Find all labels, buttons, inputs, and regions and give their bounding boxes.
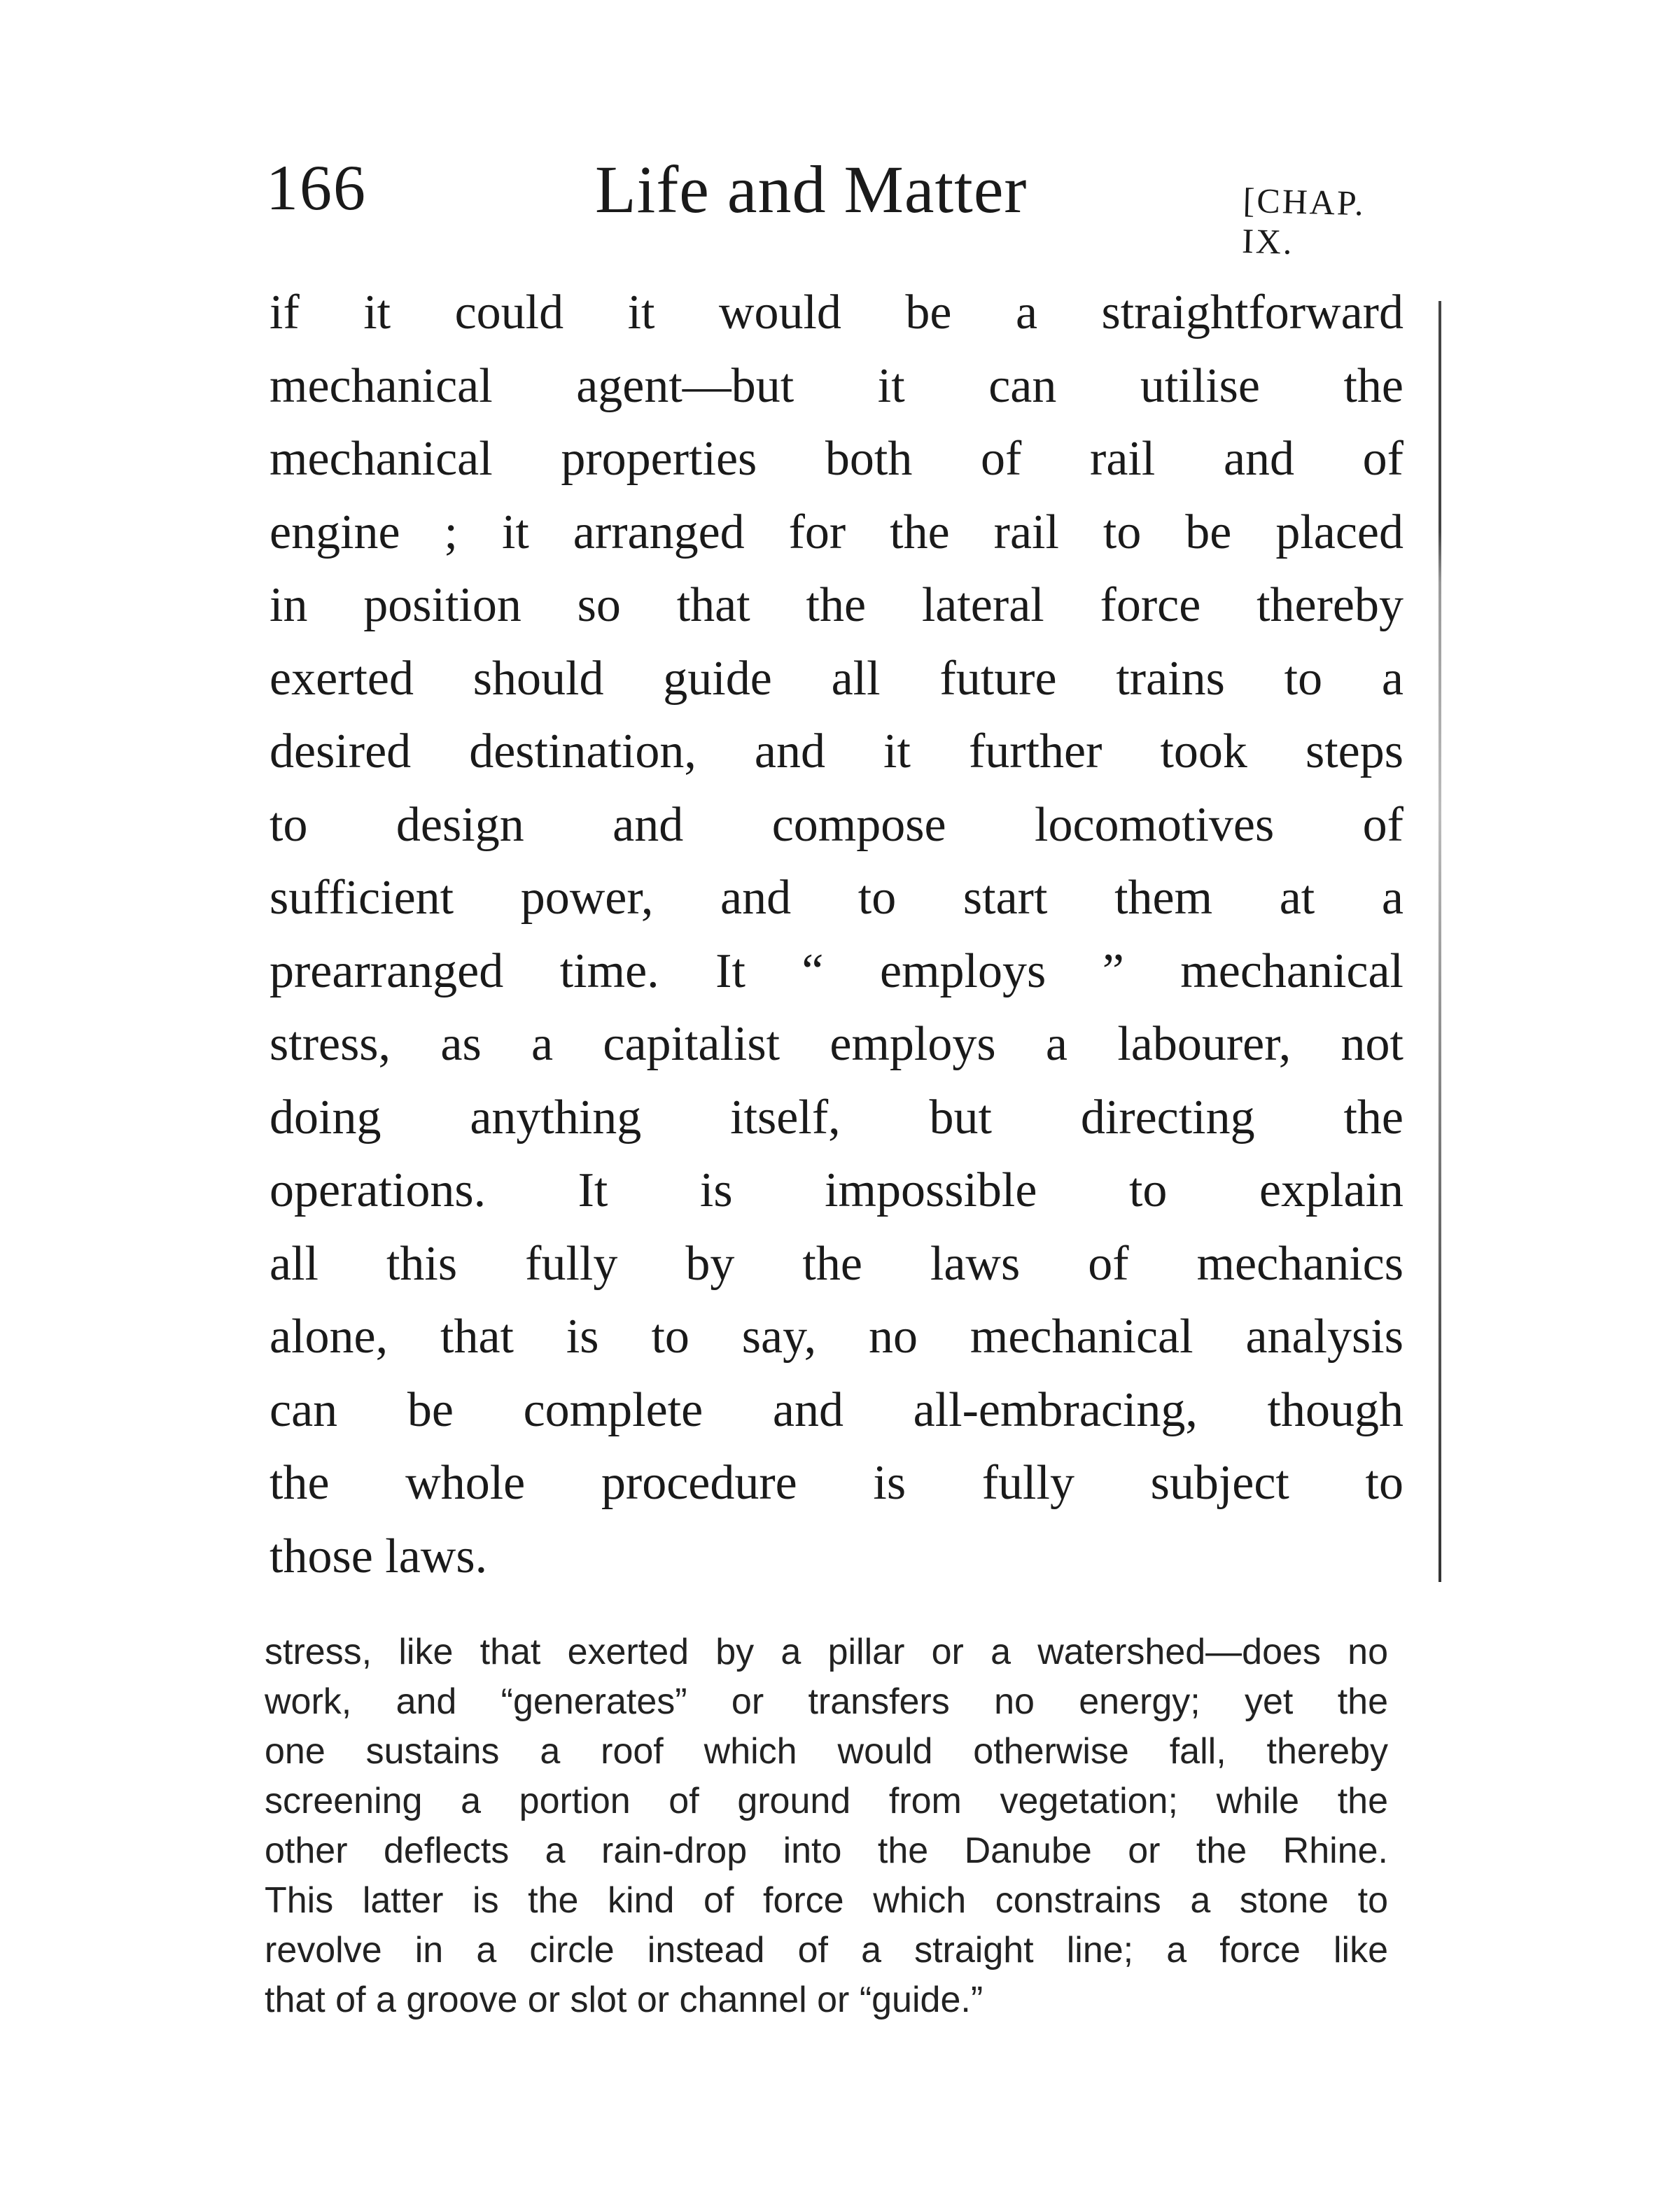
footnote-line: This latter is the kind of force which constrains a stone to [265,1880,1388,1921]
text-line: mechanical agent—but it can utilise the [270,358,1404,413]
page-header [266,150,1414,262]
text-line: exerted should guide all future trains to a [270,651,1404,706]
text-line: to design and compose locomotives of [270,797,1404,852]
footnote-line: one sustains a roof which would otherwise fall, thereby [265,1731,1388,1772]
text-line: if it could it would be a straightforward [270,286,1404,340]
footnote-line: screening a portion of ground from vegetation; while the [265,1781,1388,1821]
text-line: stress, as a capitalist employs a labourer, not [270,1017,1404,1071]
text-line: in position so that the lateral force thereby [270,578,1404,632]
text-line: prearranged time. It “ employs ” mechanical [270,944,1404,998]
footnote-line: work, and “generates” or transfers no energy; yet the [265,1681,1388,1722]
text-line: sufficient power, and to start them at a [270,871,1404,925]
text-line: all this fully by the laws of mechanics [270,1236,1404,1291]
chapter-reference: [CHAP. IX. [1241,180,1366,262]
text-line: the whole procedure is fully subject to [270,1456,1404,1510]
main-text [270,276,1404,1593]
text-line: those laws. [270,1529,488,1583]
text-line: mechanical properties both of rail and of [270,432,1404,486]
page-number: 166 [266,152,367,223]
footnote-line: stress, like that exerted by a pillar or a watershed—does no [265,1632,1388,1672]
footnote-line: other deflects a rain-drop into the Danube or the Rhine. [265,1830,1388,1871]
text-line: doing anything itself, but directing the [270,1090,1404,1144]
footnote-line: revolve in a circle instead of a straight line; a force like [265,1930,1388,1970]
text-line: can be complete and all-embracing, though [270,1382,1404,1437]
text-line: operations. It is impossible to explain [270,1163,1404,1217]
footnote [265,1628,1388,2025]
text-line: alone, that is to say, no mechanical analysis [270,1310,1404,1364]
margin-rule [1438,301,1441,1582]
text-line: desired destination, and it further took steps [270,724,1404,778]
footnote-line: that of a groove or slot or channel or “guide.” [265,1980,983,2020]
running-title: Life and Matter [595,152,1028,227]
text-line: engine ; it arranged for the rail to be placed [270,505,1404,559]
